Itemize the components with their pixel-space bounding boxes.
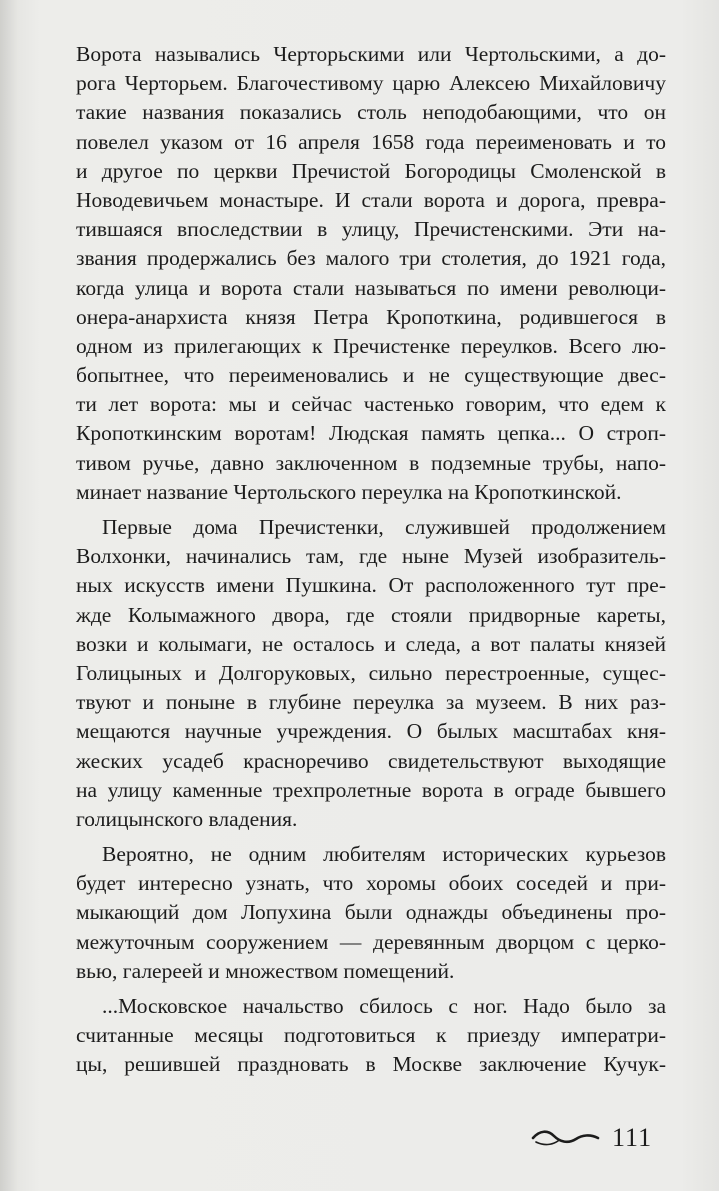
text-line: твуют и поныне в глубине переулка за музеем. В них раз- [76,690,666,715]
text-line: ных искусств имени Пушкина. От расположенного тут пре- [76,573,666,598]
text-line: будет интересно узнать, что хоромы обоих соседей и при- [76,871,666,896]
text-line: ...Московское начальство сбилось с ног. Надо было за [102,994,666,1018]
paragraph-4 [76,992,666,1080]
text-line: Кропоткинским воротам! Людская память цепка... О строп- [76,421,666,446]
paragraph-2 [76,513,666,834]
text-line: Вероятно, не одним любителям исторических курьезов [102,842,666,867]
text-line: Волхонки, начинались там, где ныне Музей изобразитель- [76,544,666,569]
text-line: и другое по церкви Пречистой Богородицы Смоленской в [76,158,666,183]
text-line: тившаяся впоследствии в улицу, Пречистенскими. Эти на- [76,217,666,242]
text-line: мыкающий дом Лопухина были однажды объединены про- [76,900,666,925]
text-line: Голицыных и Долгоруковых, сильно перестроенные, сущес- [76,660,666,685]
text-line: когда улица и ворота стали называться по имени революци- [76,275,666,300]
flourish-ornament-icon [530,1127,602,1149]
text-line: одном из прилегающих к Пречистенке переулков. Всего лю- [76,333,666,358]
text-line: ти лет ворота: мы и сейчас частенько говорим, что едем к [76,392,666,417]
text-line: цы, решившей праздновать в Москве заключение Кучук- [76,1052,666,1077]
text-line: бопытнее, что переименовались и не существующие двес- [76,363,666,388]
text-line: вью, галереей и множеством помещений. [76,958,455,983]
text-line: голицынского владения. [76,806,298,831]
page-footer [530,1118,670,1158]
text-line: Новодевичьем монастыре. И стали ворота и дорога, превра- [76,187,666,212]
text-line: рога Черторьем. Благочестивому царю Алексею Михайловичу [76,71,666,96]
text-line: повелел указом от 16 апреля 1658 года переименовать и то [76,129,666,154]
text-line: считанные месяцы подготовиться к приезду императри- [76,1023,666,1048]
text-line: онера-анархиста князя Петра Кропоткина, родившегося в [76,304,666,329]
text-line: на улицу каменные трехпролетные ворота в ограде бывшего [76,777,666,802]
text-line: жеских усадеб красноречиво свидетельствуют выходящие [76,748,666,773]
text-line: такие названия показались столь неподобающими, что он [76,100,666,125]
page-number: 111 [612,1123,653,1152]
text-line: Первые дома Пречистенки, служившей продолжением [102,515,666,539]
text-line: тивом ручье, давно заключенном в подземные трубы, напо- [76,450,666,475]
text-line: звания продержались без малого три столетия, до 1921 года, [76,246,666,271]
text-line: минает название Чертольского переулка на Кропоткинской. [76,479,622,504]
text-line: Ворота назывались Черторьскими или Чертольскими, а до- [76,42,666,66]
paragraph-3 [76,840,666,986]
text-line: жде Колымажного двора, где стояли придворные кареты, [76,602,666,627]
text-line: межуточным сооружением — деревянным дворцом с церко- [76,929,666,954]
paragraph-1 [76,40,666,507]
text-line: мещаются научные учреждения. О былых масштабах кня- [76,719,666,744]
text-line: возки и колымаги, не осталось и следа, а вот палаты князей [76,631,666,656]
body-text [76,40,666,1080]
